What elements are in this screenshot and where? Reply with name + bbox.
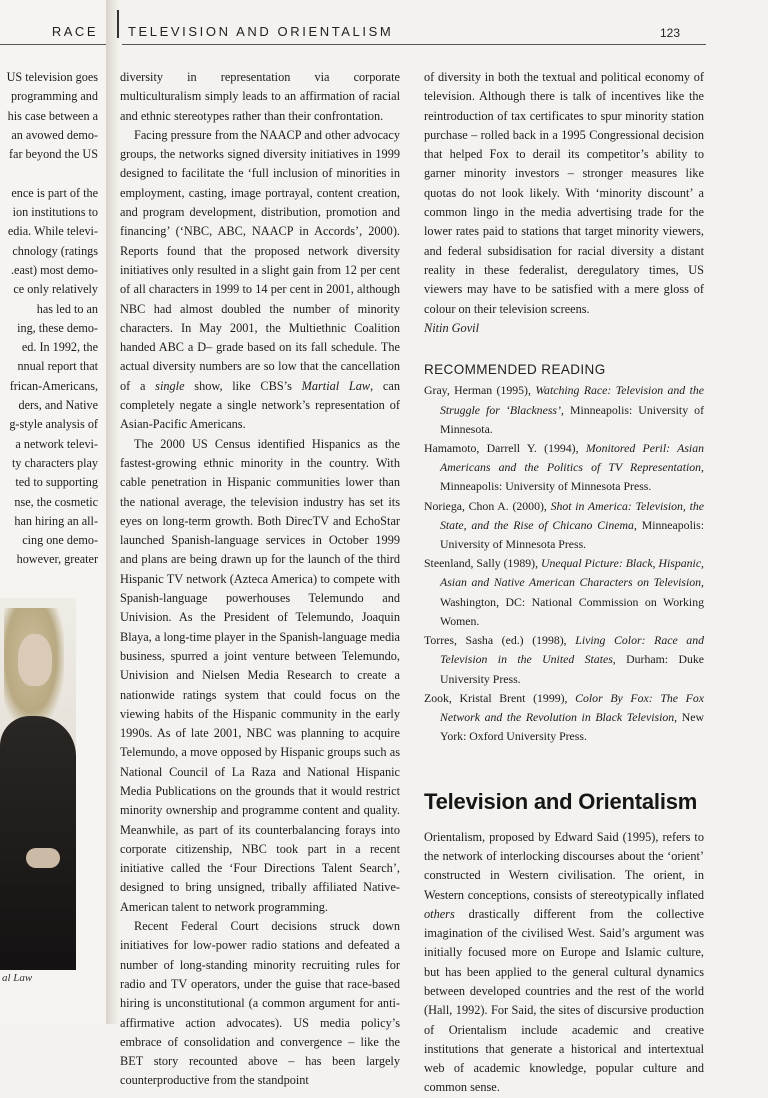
paragraph: Recent Federal Court decisions struck down initiatives for low-power radio stations and defeated a number of long-standing minority recruiting rules for radio and TV operators, under the guise that race-based hiring is unconstitutional (a common argument for anti-affirmative action advocates). US media policy’s embrace of consolidation and convergence – like the BET story recounted above – has been largely counterproductive from the standpoint: [120, 919, 400, 1088]
reference-author: Gray, Herman (1995),: [424, 383, 536, 398]
left-text-line: has led to an: [36, 301, 98, 316]
left-text-line: nse, the cosmetic: [14, 494, 98, 509]
paragraph: [120, 126, 400, 435]
left-text-line: his case between a: [7, 108, 98, 123]
left-head-rule: [0, 44, 106, 45]
reference-author: Hamamoto, Darrell Y. (1994),: [424, 441, 586, 456]
left-running-head: RACE: [51, 24, 98, 39]
reference-author: Steenland, Sally (1989),: [424, 556, 541, 571]
text-run: , can completely negate a single network’s representation of Asian-Pacific Americans.: [120, 378, 400, 432]
left-text-line: ted to supporting: [15, 475, 98, 490]
reference-publisher: , Durham: Duke University Press.: [440, 652, 704, 686]
reference-publisher: , Minneapolis: University of Minnesota.: [440, 402, 705, 436]
reference-author: Zook, Kristal Brent (1999),: [424, 690, 576, 705]
reference-item: [424, 631, 704, 689]
reference-publisher: , Minneapolis: University of Minnesota Press.: [440, 517, 704, 552]
text-run: drastically different from the collective imagination of the civilised West. Said’s argument was initially focused more on Europe and Islamic culture, but has been applied to the general cultural dynamics between developed countries and the rest of the world (Hall, 1992). For Said, the sites of discursive production of Orientalism include academic and creative institutions that generate a historical and intertextual web of academic knowledge, popular culture and common sense.: [424, 906, 704, 1095]
left-text-line: ders, and Native: [18, 398, 98, 413]
page-number: 123: [660, 26, 681, 40]
left-text-line: however, greater: [16, 552, 98, 567]
emphasis: others: [424, 906, 455, 921]
emphasis: Martial Law: [301, 378, 371, 393]
reference-item: [424, 497, 704, 555]
paragraph: The 2000 US Census identified Hispanics as the fastest-growing ethnic minority in the country. With cable penetration in Hispanic communities lower than the national average, the television industry has set its eyes on long-term growth. Both DirecTV and EchoStar launched Spanish-language services in October 1999 and plans are being drawn up for the launch of the third Hispanic TV network (Azteca America) to compete with Spanish-language powerhouses Telemundo and Univision. As the President of Telemundo, Joaquin Blaya, a long-time player in the Spanish-language media business, spurred a joint venture between Telemundo, Univision and Nielsen Media Research to create a nationwide ratings system that could focus on the viewing habits of the Hispanic community in the early 1990s. As of late 2001, NBC was planning to acquire Telemundo, a move opposed by Hispanic groups such as National Council of La Raza and National Hispanic Media Publications on the grounds that it would restrict minority ownership and programme content and quality. Meanwhile, as part of its counterbalancing forays into corporate citizenship, NBC took part in a recent initiative called the ‘Four Directions Talent Search’, designed to bring unsigned, tribally affiliated Native-American talent to network programming.: [120, 436, 400, 914]
reference-publisher: , Minneapolis: University of Minnesota Press.: [440, 460, 704, 494]
photo-body: [0, 716, 76, 970]
left-text-line: ence is part of the: [11, 185, 98, 200]
author-signature: Nitin Govil: [424, 320, 479, 335]
left-text-line: programming and: [11, 89, 98, 104]
left-text-line: .east) most demo-: [11, 262, 98, 277]
left-text-line: an avowed demo-: [11, 127, 98, 142]
reference-title: Color By Fox: The Fox Network and the Revolution in Black Television: [440, 690, 704, 724]
photo-hand: [26, 848, 60, 868]
left-page-fragment: [0, 0, 106, 1024]
left-text-line: frican-Americans,: [9, 378, 98, 393]
paragraph: [424, 828, 704, 1098]
left-text-line: g-style analysis of: [9, 417, 98, 432]
reference-title: Shot in America: Television, the State, and the Rise of Chicano Cinema: [440, 498, 704, 532]
left-text-line: ed. In 1992, the: [21, 340, 98, 355]
left-text-line: han hiring an all-: [14, 513, 98, 528]
emphasis: single: [155, 378, 185, 393]
reference-title: Living Color: Race and Television in the United States: [440, 633, 705, 667]
portrait-photo: [0, 598, 76, 970]
text-run: Orientalism, proposed by Edward Said (1995), refers to the network of interlocking discourses about the ‘orient’ constructed in Western civilisation. The orient, in Western conceptions, consists of stereotypically inflated: [424, 829, 704, 902]
paragraph: diversity in representation via corporate multiculturalism simply leads to an affirmation of racial and ethnic stereotypes rather than their confrontation.: [120, 70, 400, 123]
reference-publisher: , New York: Oxford University Press.: [440, 709, 704, 744]
middle-column: [120, 68, 400, 1091]
reference-publisher: , Washington, DC: National Commission on Working Women.: [440, 575, 704, 628]
running-head: TELEVISION AND ORIENTALISM: [128, 24, 394, 39]
left-text-line: nnual report that: [17, 359, 98, 374]
left-text-line: ion institutions to: [12, 205, 98, 220]
left-text-fragment: [0, 68, 98, 570]
left-text-line: a network televi-: [15, 436, 98, 451]
right-column: [424, 68, 704, 1098]
reference-author: Noriega, Chon A. (2000),: [424, 498, 551, 513]
reference-item: [424, 439, 704, 497]
reference-item: [424, 689, 704, 747]
left-text-line: edia. While televi-: [7, 224, 98, 239]
page-gutter: [106, 0, 120, 1024]
text-run: show, like CBS’s: [194, 378, 292, 393]
left-text-line: US television goes: [6, 70, 98, 84]
paragraph: of diversity in both the textual and political economy of television. Although there is talk of incentives like the reintroduction of tax certificates to spur minority station purchase – rolled back in a 1995 Congressional decision that helped Fox to derail its competitor’s ability to garner minority investors – stronger measures like quotas do not look likely. With ‘minority discount’ a common lingo in the media advertising trade for the lower rates paid to stations that target minority viewers, and federal subsidisation for racial diversity a distant reality in these federalist, deregulatory times, US viewers may have to be satisfied with a mere gloss of colour on their television screens.: [424, 70, 704, 316]
gutter-mark: [117, 10, 119, 38]
left-text-line: ty characters play: [12, 455, 98, 470]
reference-author: Torres, Sasha (ed.) (1998),: [424, 633, 576, 648]
text-run: Facing pressure from the NAACP and other advocacy groups, the networks signed diversity initiatives in 1999 designed to facilitate the ‘full inclusion of minorities in employment, casting, image portrayal, content creation, and program development, distribution, promotion and financing’ (‘NBC, ABC, NAACP in Accords’, 2000). Reports found that the proposed network diversity initiatives only resulted in a slight gain from 12 per cent of all characters in 1999 to 14 per cent in 2001, although NBC had almost doubled the number of minority characters. In May 2001, the Multiethnic Coalition handed ABC a D– grade based on its fall schedule. The actual diversity numbers are so low that the cancellation of a: [120, 127, 400, 393]
reference-title: Monitored Peril: Asian Americans and the Politics of TV Representation: [440, 441, 704, 475]
reference-title: Unequal Picture: Black, Hispanic, Asian and Native American Characters on Television: [440, 556, 705, 590]
left-text-line: chnology (ratings: [12, 243, 98, 258]
reference-item: [424, 381, 704, 439]
left-text-line: far beyond the US: [8, 147, 98, 162]
left-text-line: [0, 164, 98, 183]
header-rule: [122, 44, 706, 45]
left-text-line: ce only relatively: [13, 282, 98, 297]
left-text-line: cing one demo-: [22, 533, 98, 548]
photo-caption: al Law: [2, 972, 33, 984]
left-text-line: ing, these demo-: [17, 320, 98, 335]
reference-title: Watching Race: Television and the Struggle for ‘Blackness’: [440, 383, 704, 417]
recommended-reading-heading: RECOMMENDED READING: [424, 362, 606, 378]
entry-title: Television and Orientalism: [424, 789, 698, 815]
reference-item: [424, 554, 704, 631]
photo-face: [18, 634, 52, 686]
reference-list: [424, 381, 704, 746]
